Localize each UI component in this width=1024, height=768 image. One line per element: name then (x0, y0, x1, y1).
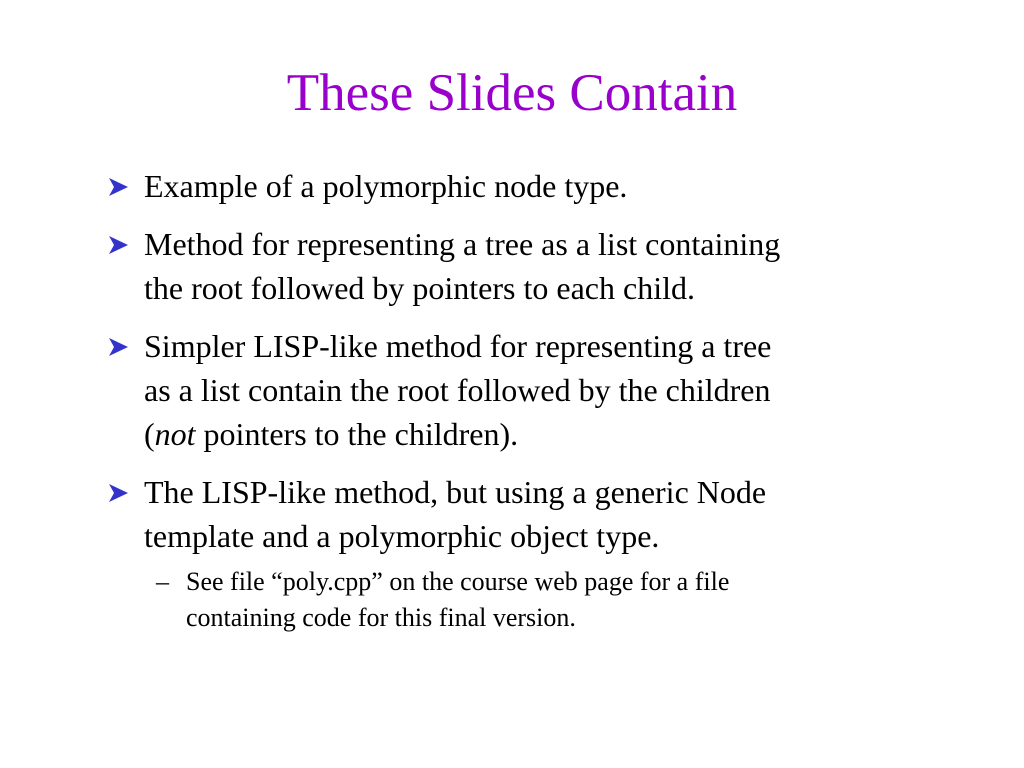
emphasis-not: not (154, 416, 196, 452)
bullet-text: as a list contain the root followed by the children (144, 372, 771, 408)
arrow-right-icon (106, 336, 132, 358)
bullet-list (106, 164, 956, 636)
bullet-text: Example of a polymorphic node type. (144, 168, 628, 204)
arrow-right-icon (106, 234, 132, 256)
paren-open: ( (144, 416, 155, 452)
slide-title: These Slides Contain (286, 64, 738, 122)
bullet-text-rest: pointers to the children). (195, 416, 519, 452)
sub-bullet-item (106, 564, 956, 636)
sub-bullet-text: See file “poly.cpp” on the course web page for a file (186, 567, 730, 596)
bullet-text: The LISP-like method, but using a generic Node (144, 474, 767, 510)
arrow-right-icon (106, 482, 132, 504)
sub-bullet-text: containing code for this final version. (186, 603, 576, 632)
bullet-text: Simpler LISP-like method for representing a tree (144, 328, 772, 364)
dash-marker: – (156, 567, 169, 596)
bullet-item (106, 222, 956, 310)
bullet-text: the root followed by pointers to each child. (144, 270, 695, 306)
bullet-item (106, 324, 956, 456)
bullet-item (106, 470, 956, 558)
bullet-text: Method for representing a tree as a list containing (144, 226, 781, 262)
arrow-right-icon (106, 176, 132, 198)
bullet-item (106, 164, 956, 208)
bullet-text: template and a polymorphic object type. (144, 518, 660, 554)
bullet-text (144, 412, 956, 456)
